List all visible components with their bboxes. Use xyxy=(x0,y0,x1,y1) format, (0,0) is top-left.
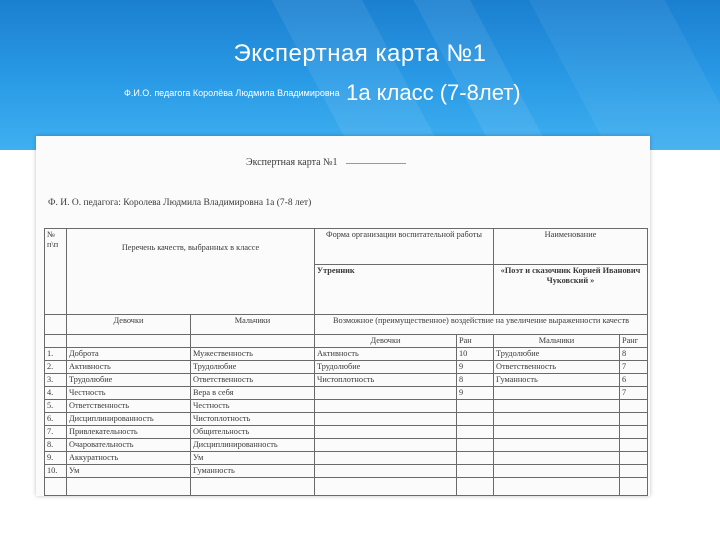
event-name: «Поэт и сказочник Корней Иванович Чуковский » xyxy=(494,265,648,315)
slide-title: Экспертная карта №1 xyxy=(233,40,487,67)
header-boys: Мальчики xyxy=(191,315,315,335)
boy-rank xyxy=(620,413,648,426)
table-row xyxy=(45,374,648,387)
scanned-document xyxy=(36,136,650,496)
boy-impact-quality xyxy=(494,400,620,413)
row-number: 2. xyxy=(45,361,67,374)
boy-impact-quality: Ответственность xyxy=(494,361,620,374)
boy-quality: Гуманность xyxy=(191,465,315,478)
boy-quality: Общительность xyxy=(191,426,315,439)
girl-rank: 9 xyxy=(457,361,494,374)
header-girls: Девочки xyxy=(67,315,191,335)
table-row xyxy=(45,348,648,361)
girl-rank xyxy=(457,465,494,478)
boy-quality: Чистоплотность xyxy=(191,413,315,426)
girl-quality: Доброта xyxy=(67,348,191,361)
boy-rank: 8 xyxy=(620,348,648,361)
blank-row xyxy=(45,478,648,496)
header-name-title: Наименование xyxy=(494,229,648,265)
girl-impact-quality xyxy=(315,426,457,439)
girl-quality: Очаровательность xyxy=(67,439,191,452)
girl-quality: Дисциплинированность xyxy=(67,413,191,426)
boy-rank xyxy=(620,465,648,478)
boy-impact-quality xyxy=(494,465,620,478)
boy-impact-quality: Гуманность xyxy=(494,374,620,387)
boy-quality: Ответственность xyxy=(191,374,315,387)
boy-quality: Ум xyxy=(191,452,315,465)
table-row xyxy=(45,439,648,452)
girl-rank xyxy=(457,452,494,465)
boy-rank xyxy=(620,400,648,413)
form-value: Утренник xyxy=(315,265,494,315)
boy-rank: 7 xyxy=(620,387,648,400)
header-row xyxy=(45,315,648,335)
table-row xyxy=(45,361,648,374)
girl-impact-quality xyxy=(315,465,457,478)
girl-rank: 10 xyxy=(457,348,494,361)
table-body xyxy=(45,348,648,478)
girl-quality: Ум xyxy=(67,465,191,478)
header-num: № п\п xyxy=(45,229,67,315)
subtitle-teacher: Ф.И.О. педагога Королёва Людмила Владимировна xyxy=(124,88,340,98)
girl-quality: Трудолюбие xyxy=(67,374,191,387)
girl-rank xyxy=(457,439,494,452)
title-banner xyxy=(0,0,720,150)
boy-impact-quality xyxy=(494,387,620,400)
subtitle-class: 1а класс (7-8лет) xyxy=(346,80,521,105)
boy-rank xyxy=(620,452,648,465)
header-boys-impact: Мальчики xyxy=(494,335,620,348)
boy-quality: Мужественность xyxy=(191,348,315,361)
row-number: 7. xyxy=(45,426,67,439)
table-row xyxy=(45,426,648,439)
boy-impact-quality xyxy=(494,439,620,452)
girl-impact-quality xyxy=(315,452,457,465)
row-number: 3. xyxy=(45,374,67,387)
girl-impact-quality: Чистоплотность xyxy=(315,374,457,387)
girl-rank: 8 xyxy=(457,374,494,387)
girl-quality: Честность xyxy=(67,387,191,400)
girl-quality: Активность xyxy=(67,361,191,374)
row-number: 6. xyxy=(45,413,67,426)
boy-impact-quality: Трудолюбие xyxy=(494,348,620,361)
boy-impact-quality xyxy=(494,452,620,465)
header-impact: Возможное (преимущественное) воздействие на увеличение выраженности качеств xyxy=(315,315,648,335)
expert-table xyxy=(44,228,648,496)
boy-impact-quality xyxy=(494,413,620,426)
header-rank: Ранг xyxy=(620,335,648,348)
table-row xyxy=(45,400,648,413)
girl-rank xyxy=(457,413,494,426)
subheader-row xyxy=(45,335,648,348)
girl-rank xyxy=(457,426,494,439)
boy-quality: Дисциплинированность xyxy=(191,439,315,452)
header-rank: Ран xyxy=(457,335,494,348)
boy-impact-quality xyxy=(494,426,620,439)
girl-impact-quality xyxy=(315,387,457,400)
header-form: Форма организации воспитательной работы xyxy=(315,229,494,265)
row-number: 5. xyxy=(45,400,67,413)
boy-rank xyxy=(620,439,648,452)
table-row xyxy=(45,413,648,426)
girl-impact-quality: Трудолюбие xyxy=(315,361,457,374)
title-underline xyxy=(346,163,406,164)
boy-rank: 6 xyxy=(620,374,648,387)
boy-rank: 7 xyxy=(620,361,648,374)
row-number: 8. xyxy=(45,439,67,452)
row-number: 4. xyxy=(45,387,67,400)
table-row xyxy=(45,452,648,465)
girl-impact-quality xyxy=(315,439,457,452)
boy-quality: Трудолюбие xyxy=(191,361,315,374)
banner-streak xyxy=(522,0,720,150)
header-girls-impact: Девочки xyxy=(315,335,457,348)
row-number: 10. xyxy=(45,465,67,478)
girl-quality: Привлекательность xyxy=(67,426,191,439)
slide-subtitle xyxy=(124,80,521,106)
document-teacher-line: Ф. И. О. педагога: Королева Людмила Владимировна 1а (7-8 лет) xyxy=(48,198,312,208)
girl-rank xyxy=(457,400,494,413)
header-qualities: Перечень качеств, выбранных в классе xyxy=(67,229,315,315)
girl-quality: Ответственность xyxy=(67,400,191,413)
girl-impact-quality: Активность xyxy=(315,348,457,361)
girl-impact-quality xyxy=(315,413,457,426)
girl-impact-quality xyxy=(315,400,457,413)
header-row xyxy=(45,229,648,265)
row-number: 9. xyxy=(45,452,67,465)
boy-quality: Честность xyxy=(191,400,315,413)
boy-rank xyxy=(620,426,648,439)
girl-rank: 9 xyxy=(457,387,494,400)
table-row xyxy=(45,465,648,478)
table-row xyxy=(45,387,648,400)
row-number: 1. xyxy=(45,348,67,361)
girl-quality: Аккуратность xyxy=(67,452,191,465)
boy-quality: Вера в себя xyxy=(191,387,315,400)
document-title: Экспертная карта №1 xyxy=(246,157,338,168)
